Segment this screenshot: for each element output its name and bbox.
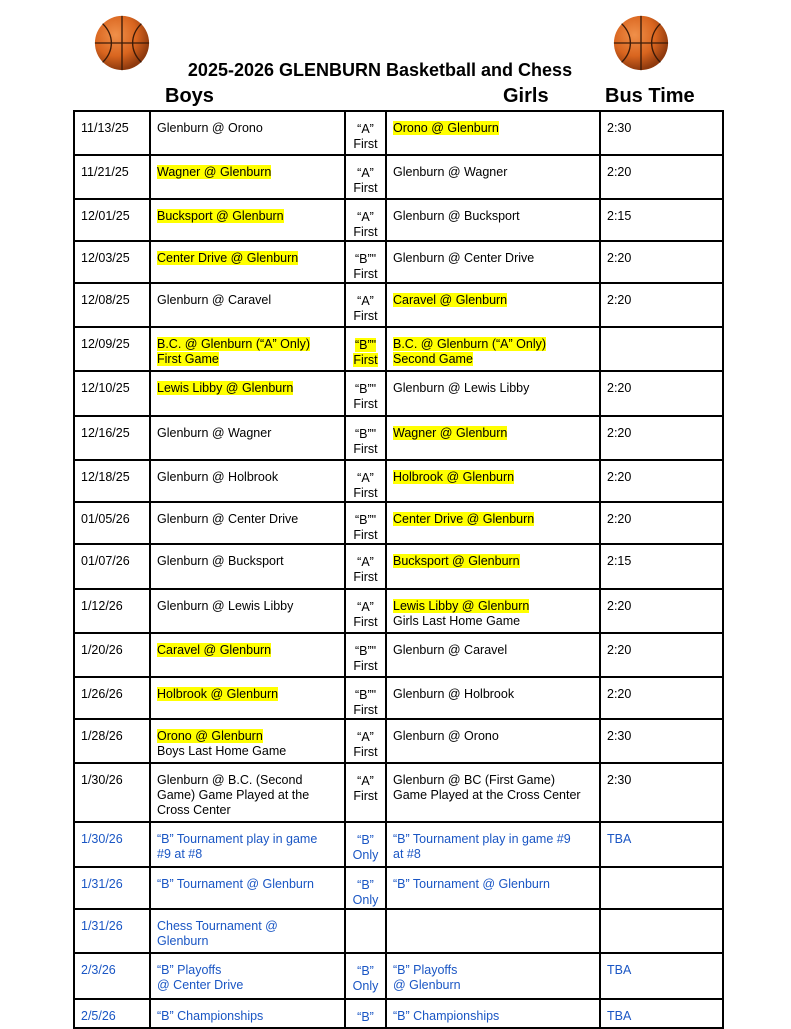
girls-text: Glenburn @ Caravel xyxy=(393,643,508,657)
date-cell xyxy=(74,867,150,909)
girls-game-cell xyxy=(386,283,600,327)
date-text: 1/20/26 xyxy=(81,643,123,657)
ab-text: “A” xyxy=(357,294,374,308)
ab-text: First xyxy=(353,225,378,239)
boys-game-cell xyxy=(150,953,345,999)
date-cell xyxy=(74,763,150,822)
ab-text: First xyxy=(353,789,378,803)
bus-time-text: 2:20 xyxy=(607,687,632,701)
date-text: 1/26/26 xyxy=(81,687,123,701)
team-level-cell xyxy=(345,822,386,867)
team-level-cell xyxy=(345,371,386,416)
girls-game-cell xyxy=(386,909,600,953)
girls-text: Glenburn @ Holbrook xyxy=(393,687,515,701)
table-row xyxy=(74,909,723,953)
bus-time-header: Bus Time xyxy=(605,85,695,107)
girls-game-cell xyxy=(386,199,600,241)
girls-game-cell xyxy=(386,589,600,633)
ab-text: First xyxy=(353,486,378,500)
date-cell xyxy=(74,283,150,327)
boys-game-cell xyxy=(150,633,345,677)
ab-text: “B”" xyxy=(354,252,377,266)
ab-text: First xyxy=(353,745,378,759)
boys-text: #9 at #8 xyxy=(157,847,203,861)
ab-text: First xyxy=(353,442,378,456)
girls-text: Second Game xyxy=(393,352,473,366)
date-text: 01/05/26 xyxy=(81,512,130,526)
table-row xyxy=(74,763,723,822)
team-level-cell xyxy=(345,111,386,155)
date-text: 12/09/25 xyxy=(81,337,130,351)
ab-text: First xyxy=(353,528,378,542)
ab-text: Only xyxy=(352,893,379,907)
bus-time-cell xyxy=(600,867,723,909)
boys-text: Boys Last Home Game xyxy=(157,744,287,758)
table-row xyxy=(74,111,723,155)
ab-text: First xyxy=(353,615,378,629)
bus-time-text: TBA xyxy=(607,1009,632,1023)
boys-game-cell xyxy=(150,283,345,327)
girls-game-cell xyxy=(386,633,600,677)
bus-time-text: TBA xyxy=(607,963,632,977)
ab-text: Only xyxy=(352,848,379,862)
boys-game-cell xyxy=(150,677,345,719)
team-level-cell xyxy=(345,155,386,199)
date-text: 12/03/25 xyxy=(81,251,130,265)
date-cell xyxy=(74,460,150,502)
girls-game-cell xyxy=(386,241,600,283)
date-cell xyxy=(74,633,150,677)
team-level-cell xyxy=(345,327,386,371)
bus-time-cell xyxy=(600,719,723,763)
girls-game-cell xyxy=(386,822,600,867)
ab-text: “B”" xyxy=(354,338,377,352)
date-cell xyxy=(74,111,150,155)
boys-game-cell xyxy=(150,460,345,502)
boys-game-cell xyxy=(150,763,345,822)
boys-text: Glenburn @ Orono xyxy=(157,121,263,135)
bus-time-text: 2:15 xyxy=(607,554,632,568)
boys-text: Orono @ Glenburn xyxy=(157,729,263,743)
girls-game-cell xyxy=(386,327,600,371)
date-cell xyxy=(74,327,150,371)
bus-time-text: 2:20 xyxy=(607,251,632,265)
bus-time-cell xyxy=(600,155,723,199)
table-row xyxy=(74,953,723,999)
ab-text: “B” xyxy=(357,1010,374,1024)
bus-time-text: 2:20 xyxy=(607,426,632,440)
date-cell xyxy=(74,155,150,199)
ab-text: “A” xyxy=(357,210,374,224)
girls-game-cell xyxy=(386,155,600,199)
girls-text: “B” Championships xyxy=(393,1009,500,1023)
bus-time-cell xyxy=(600,327,723,371)
boys-text: “B” Playoffs xyxy=(157,963,222,977)
bus-time-cell xyxy=(600,460,723,502)
boys-text: First Game xyxy=(157,352,219,366)
table-row xyxy=(74,822,723,867)
boys-text: Glenburn @ Center Drive xyxy=(157,512,299,526)
ab-text: First xyxy=(353,353,378,367)
bus-time-cell xyxy=(600,371,723,416)
date-text: 2/3/26 xyxy=(81,963,116,977)
date-cell xyxy=(74,677,150,719)
table-row xyxy=(74,155,723,199)
girls-text: Glenburn @ BC (First Game) xyxy=(393,773,556,787)
team-level-cell xyxy=(345,719,386,763)
boys-game-cell xyxy=(150,111,345,155)
boys-game-cell xyxy=(150,719,345,763)
boys-game-cell xyxy=(150,241,345,283)
team-level-cell xyxy=(345,589,386,633)
bus-time-cell xyxy=(600,502,723,544)
boys-text: Glenburn @ Bucksport xyxy=(157,554,284,568)
table-row xyxy=(74,241,723,283)
boys-game-cell xyxy=(150,502,345,544)
bus-time-cell xyxy=(600,589,723,633)
ab-text: Only xyxy=(352,979,379,993)
bus-time-cell xyxy=(600,283,723,327)
girls-text: Glenburn @ Orono xyxy=(393,729,499,743)
boys-text: Glenburn @ Holbrook xyxy=(157,470,279,484)
ab-text: “A” xyxy=(357,471,374,485)
girls-game-cell xyxy=(386,953,600,999)
date-text: 11/13/25 xyxy=(81,121,129,135)
boys-game-cell xyxy=(150,589,345,633)
girls-text: Bucksport @ Glenburn xyxy=(393,554,520,568)
team-level-cell xyxy=(345,909,386,953)
ab-text: First xyxy=(353,309,378,323)
bus-time-text: 2:20 xyxy=(607,165,632,179)
date-cell xyxy=(74,241,150,283)
team-level-cell xyxy=(345,763,386,822)
team-level-cell xyxy=(345,502,386,544)
schedule-table xyxy=(73,110,724,1029)
boys-text: Wagner @ Glenburn xyxy=(157,165,272,179)
bus-time-text: 2:30 xyxy=(607,773,632,787)
girls-text: Glenburn @ Lewis Libby xyxy=(393,381,530,395)
boys-text: Cross Center xyxy=(157,803,231,817)
ab-text: First xyxy=(353,659,378,673)
bus-time-cell xyxy=(600,199,723,241)
ab-text: “B”" xyxy=(354,513,377,527)
ab-text: “B”" xyxy=(354,644,377,658)
girls-text: Game Played at the Cross Center xyxy=(393,788,581,802)
girls-game-cell xyxy=(386,371,600,416)
ab-text: First xyxy=(353,137,378,151)
date-text: 1/28/26 xyxy=(81,729,123,743)
boys-game-cell xyxy=(150,544,345,589)
boys-game-cell xyxy=(150,416,345,460)
bus-time-cell xyxy=(600,633,723,677)
team-level-cell xyxy=(345,544,386,589)
ab-text: First xyxy=(353,397,378,411)
girls-text: Wagner @ Glenburn xyxy=(393,426,508,440)
girls-game-cell xyxy=(386,763,600,822)
girls-game-cell xyxy=(386,111,600,155)
team-level-cell xyxy=(345,416,386,460)
bus-time-cell xyxy=(600,111,723,155)
bus-time-text: 2:20 xyxy=(607,293,632,307)
girls-text: Girls Last Home Game xyxy=(393,614,521,628)
boys-header: Boys xyxy=(165,85,214,107)
ab-text: “A” xyxy=(357,166,374,180)
boys-text: Center Drive @ Glenburn xyxy=(157,251,299,265)
date-text: 12/16/25 xyxy=(81,426,130,440)
girls-text: “B” Tournament @ Glenburn xyxy=(393,877,550,891)
ab-text: “A” xyxy=(357,730,374,744)
girls-text: Caravel @ Glenburn xyxy=(393,293,508,307)
girls-game-cell xyxy=(386,502,600,544)
bus-time-text: 2:20 xyxy=(607,470,632,484)
ab-text: “B” xyxy=(357,878,374,892)
date-cell xyxy=(74,416,150,460)
team-level-cell xyxy=(345,199,386,241)
boys-text: “B” Tournament @ Glenburn xyxy=(157,877,314,891)
boys-game-cell xyxy=(150,822,345,867)
team-level-cell xyxy=(345,283,386,327)
date-text: 1/12/26 xyxy=(81,599,123,613)
ab-text: “B” xyxy=(357,833,374,847)
table-row xyxy=(74,460,723,502)
table-row xyxy=(74,719,723,763)
table-row xyxy=(74,502,723,544)
boys-game-cell xyxy=(150,199,345,241)
team-level-cell xyxy=(345,460,386,502)
bus-time-cell xyxy=(600,416,723,460)
table-row xyxy=(74,371,723,416)
bus-time-cell xyxy=(600,763,723,822)
team-level-cell xyxy=(345,953,386,999)
girls-text: @ Glenburn xyxy=(393,978,461,992)
boys-text: Glenburn @ B.C. (Second xyxy=(157,773,303,787)
ab-text: “A” xyxy=(357,122,374,136)
date-text: 12/10/25 xyxy=(81,381,130,395)
date-cell xyxy=(74,822,150,867)
girls-text: Orono @ Glenburn xyxy=(393,121,499,135)
date-cell xyxy=(74,589,150,633)
boys-text: Game) Game Played at the xyxy=(157,788,310,802)
bus-time-text: 2:20 xyxy=(607,381,632,395)
girls-game-cell xyxy=(386,677,600,719)
bus-time-cell xyxy=(600,909,723,953)
boys-game-cell xyxy=(150,371,345,416)
boys-text: Caravel @ Glenburn xyxy=(157,643,272,657)
boys-game-cell xyxy=(150,909,345,953)
boys-text: Glenburn xyxy=(157,934,209,948)
table-row xyxy=(74,199,723,241)
girls-text: “B” Tournament play in game #9 xyxy=(393,832,571,846)
girls-game-cell xyxy=(386,719,600,763)
ab-text: First xyxy=(353,181,378,195)
table-row xyxy=(74,633,723,677)
bus-time-cell xyxy=(600,544,723,589)
page-title: 2025-2026 GLENBURN Basketball and Chess xyxy=(187,60,573,80)
date-text: 11/21/25 xyxy=(81,165,129,179)
date-cell xyxy=(74,371,150,416)
boys-text: Chess Tournament @ xyxy=(157,919,278,933)
bus-time-cell xyxy=(600,241,723,283)
boys-text: “B” Championships xyxy=(157,1009,264,1023)
bus-time-text: 2:15 xyxy=(607,209,632,223)
ab-text: “A” xyxy=(357,555,374,569)
table-row xyxy=(74,283,723,327)
table-row xyxy=(74,867,723,909)
bus-time-text: TBA xyxy=(607,832,632,846)
ab-text: First xyxy=(353,703,378,717)
bus-time-cell xyxy=(600,953,723,999)
ab-text: “B” xyxy=(357,964,374,978)
girls-game-cell xyxy=(386,460,600,502)
date-text: 1/31/26 xyxy=(81,919,123,933)
bus-time-cell xyxy=(600,822,723,867)
girls-game-cell xyxy=(386,867,600,909)
girls-text: Glenburn @ Bucksport xyxy=(393,209,520,223)
team-level-cell xyxy=(345,867,386,909)
boys-text: Glenburn @ Lewis Libby xyxy=(157,599,294,613)
boys-game-cell xyxy=(150,327,345,371)
ab-text: “B”" xyxy=(354,688,377,702)
bus-time-text: 2:20 xyxy=(607,599,632,613)
ab-text: “B”" xyxy=(354,382,377,396)
boys-game-cell xyxy=(150,867,345,909)
date-text: 2/5/26 xyxy=(81,1009,116,1023)
girls-header: Girls xyxy=(503,85,549,107)
date-text: 1/31/26 xyxy=(81,877,123,891)
boys-text: Holbrook @ Glenburn xyxy=(157,687,279,701)
girls-text: Lewis Libby @ Glenburn xyxy=(393,599,530,613)
bus-time-text: 2:20 xyxy=(607,643,632,657)
date-text: 12/18/25 xyxy=(81,470,130,484)
team-level-cell xyxy=(345,633,386,677)
boys-text: B.C. @ Glenburn (“A” Only) xyxy=(157,337,311,351)
table-row xyxy=(74,327,723,371)
date-cell xyxy=(74,909,150,953)
girls-text: Holbrook @ Glenburn xyxy=(393,470,515,484)
date-text: 01/07/26 xyxy=(81,554,130,568)
girls-text: “B” Playoffs xyxy=(393,963,458,977)
boys-text: @ Center Drive xyxy=(157,978,244,992)
table-row xyxy=(74,677,723,719)
date-text: 12/01/25 xyxy=(81,209,130,223)
bus-time-text: 2:30 xyxy=(607,121,632,135)
girls-text: Center Drive @ Glenburn xyxy=(393,512,535,526)
boys-game-cell xyxy=(150,155,345,199)
boys-text: Lewis Libby @ Glenburn xyxy=(157,381,294,395)
bus-time-cell xyxy=(600,677,723,719)
date-cell xyxy=(74,199,150,241)
team-level-cell xyxy=(345,677,386,719)
ab-text: “A” xyxy=(357,774,374,788)
girls-text: B.C. @ Glenburn (“A” Only) xyxy=(393,337,547,351)
date-text: 12/08/25 xyxy=(81,293,130,307)
ab-text: “A” xyxy=(357,600,374,614)
girls-text: at #8 xyxy=(393,847,421,861)
boys-text: Bucksport @ Glenburn xyxy=(157,209,284,223)
girls-text: Glenburn @ Wagner xyxy=(393,165,508,179)
date-text: 1/30/26 xyxy=(81,773,123,787)
girls-game-cell xyxy=(386,416,600,460)
ab-text: “B”" xyxy=(354,427,377,441)
boys-text: Glenburn @ Wagner xyxy=(157,426,272,440)
date-cell xyxy=(74,544,150,589)
bus-time-text: 2:30 xyxy=(607,729,632,743)
date-cell xyxy=(74,719,150,763)
table-row xyxy=(74,589,723,633)
girls-text: Glenburn @ Center Drive xyxy=(393,251,535,265)
table-row xyxy=(74,544,723,589)
boys-text: Glenburn @ Caravel xyxy=(157,293,272,307)
ab-text: First xyxy=(353,570,378,584)
team-level-cell xyxy=(345,241,386,283)
table-row xyxy=(74,416,723,460)
boys-text: “B” Tournament play in game xyxy=(157,832,318,846)
girls-game-cell xyxy=(386,544,600,589)
date-cell xyxy=(74,502,150,544)
ab-text: First xyxy=(353,267,378,281)
bus-time-text: 2:20 xyxy=(607,512,632,526)
date-text: 1/30/26 xyxy=(81,832,123,846)
date-cell xyxy=(74,953,150,999)
